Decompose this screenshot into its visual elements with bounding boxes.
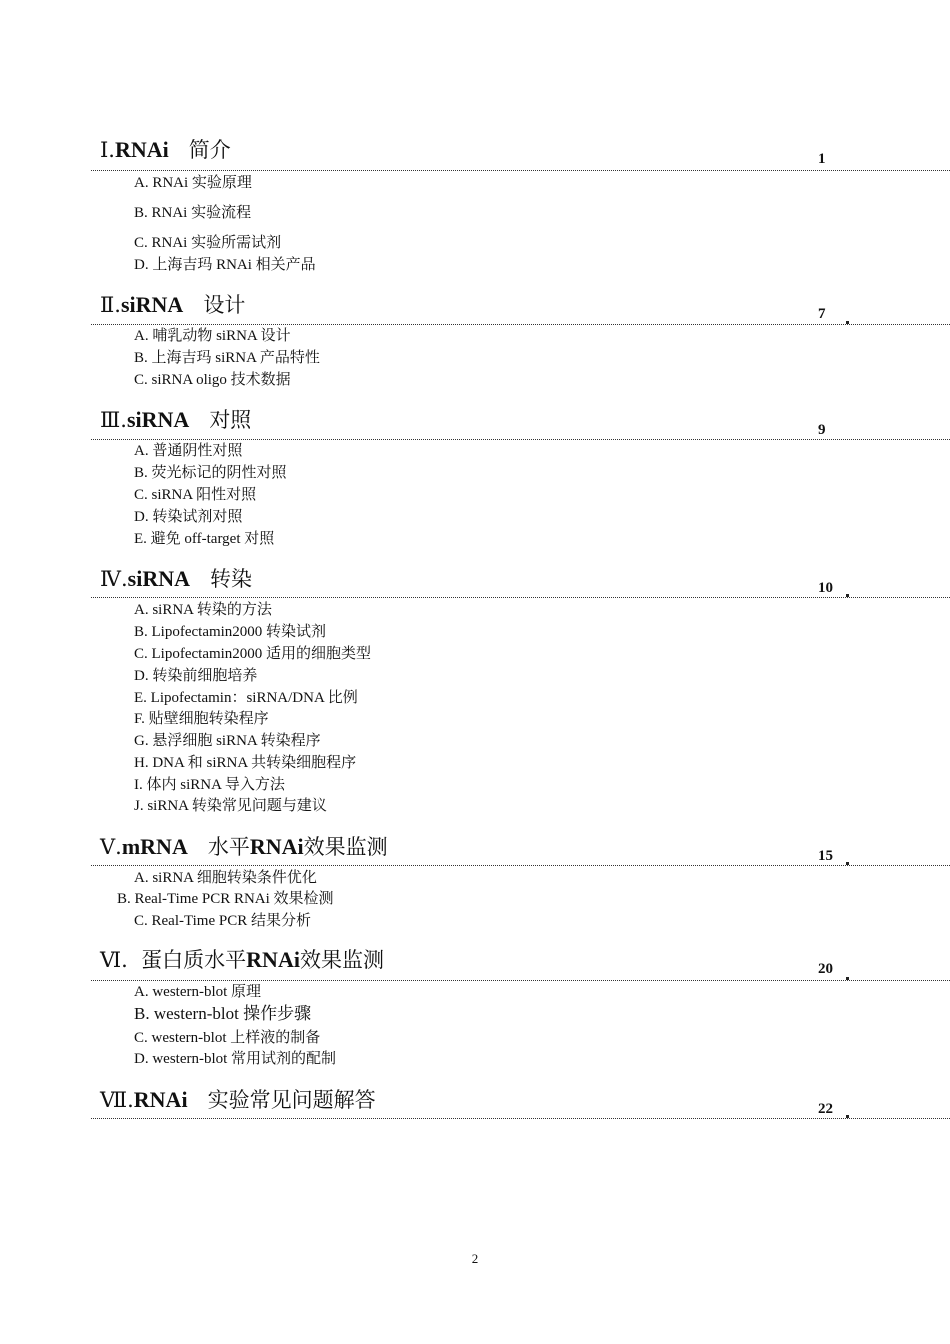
toc-item[interactable]: B. Real-Time PCR RNAi 效果检测	[117, 891, 334, 907]
toc-item[interactable]: A. siRNA 细胞转染条件优化	[134, 870, 317, 886]
dotted-leader-line	[91, 170, 950, 171]
toc-item[interactable]: I. 体内 siRNA 导入方法	[134, 777, 285, 793]
section-title-bold: siRNA	[126, 407, 190, 432]
toc-item[interactable]: A. western-blot 原理	[134, 984, 262, 1000]
section-numeral: Ⅶ.	[100, 1088, 134, 1112]
section-heading	[100, 947, 384, 973]
section-title: 实验常见问题解答	[207, 1088, 376, 1112]
dotted-leader-line	[91, 439, 950, 440]
toc-item[interactable]: C. RNAi 实验所需试剂	[134, 235, 282, 251]
toc-item[interactable]: H. DNA 和 siRNA 共转染细胞程序	[134, 755, 357, 771]
section-heading	[100, 292, 245, 318]
toc-item[interactable]: C. Lipofectamin2000 适用的细胞类型	[134, 646, 372, 662]
section-title-bold: mRNA	[121, 834, 188, 859]
section-numeral: Ⅲ.	[100, 408, 127, 432]
section-title-bold: siRNA	[120, 292, 184, 317]
toc-item[interactable]: A. siRNA 转染的方法	[134, 602, 272, 618]
section-page-number: 9	[818, 422, 826, 438]
dotted-leader-line	[91, 324, 950, 325]
section-page-number: 22	[818, 1101, 833, 1117]
footer-page-number: 2	[471, 1251, 479, 1266]
section-heading	[100, 834, 388, 860]
section-page-number: 1	[818, 151, 826, 167]
section-numeral: Ⅴ.	[100, 835, 122, 859]
section-title: 水平	[207, 835, 250, 859]
section-title-tail-bold: RNAi	[246, 947, 300, 972]
section-numeral: Ⅰ.	[100, 138, 115, 162]
toc-item[interactable]: C. western-blot 上样液的制备	[134, 1030, 321, 1046]
dotted-leader-line	[91, 597, 950, 598]
toc-item[interactable]: A. 普通阴性对照	[134, 443, 243, 459]
toc-item[interactable]: E. Lipofectamin：siRNA/DNA 比例	[134, 690, 358, 706]
toc-item[interactable]: B. RNAi 实验流程	[134, 205, 252, 221]
toc-item[interactable]: E. 避免 off-target 对照	[134, 531, 275, 547]
toc-item[interactable]: B. 上海吉玛 siRNA 产品特性	[134, 350, 320, 366]
toc-item[interactable]: B. western-blot 操作步骤	[134, 1004, 312, 1023]
section-numeral: Ⅱ.	[100, 293, 121, 317]
dotted-leader-line	[91, 1118, 950, 1119]
section-title-bold: RNAi	[133, 1087, 188, 1112]
dotted-leader-line	[91, 980, 950, 981]
section-heading	[100, 137, 231, 163]
section-title: 对照	[209, 408, 252, 432]
toc-item[interactable]: G. 悬浮细胞 siRNA 转染程序	[134, 733, 321, 749]
toc-item[interactable]: C. siRNA 阳性对照	[134, 487, 257, 503]
section-title: 蛋白质水平	[141, 948, 247, 972]
section-heading	[100, 566, 252, 592]
section-title-tail: 效果监测	[303, 835, 388, 859]
section-title: 简介	[188, 138, 231, 162]
section-title: 设计	[203, 293, 246, 317]
toc-item[interactable]: D. 上海吉玛 RNAi 相关产品	[134, 257, 316, 273]
toc-item[interactable]: A. RNAi 实验原理	[134, 175, 252, 191]
section-page-number: 7	[818, 306, 826, 322]
section-page-number: 20	[818, 961, 833, 977]
dotted-leader-line	[91, 865, 950, 866]
section-title-tail: 效果监测	[299, 948, 384, 972]
toc-item[interactable]: A. 哺乳动物 siRNA 设计	[134, 328, 291, 344]
toc-item[interactable]: C. Real-Time PCR 结果分析	[134, 913, 311, 929]
toc-item[interactable]: B. 荧光标记的阴性对照	[134, 465, 287, 481]
section-title-tail-bold: RNAi	[249, 834, 304, 859]
section-page-number: 15	[818, 848, 833, 864]
toc-item[interactable]: B. Lipofectamin2000 转染试剂	[134, 624, 327, 640]
section-numeral: Ⅳ.	[100, 567, 128, 591]
section-title: 转染	[210, 567, 253, 591]
section-heading	[100, 407, 251, 433]
toc-item[interactable]: D. 转染前细胞培养	[134, 668, 258, 684]
toc-item[interactable]: J. siRNA 转染常见问题与建议	[134, 798, 327, 814]
section-numeral: Ⅵ.	[100, 948, 128, 972]
toc-item[interactable]: C. siRNA oligo 技术数据	[134, 372, 291, 388]
toc-item[interactable]: D. western-blot 常用试剂的配制	[134, 1051, 337, 1067]
section-title-bold: RNAi	[114, 137, 169, 162]
section-title-bold: siRNA	[127, 566, 190, 591]
toc-item[interactable]: D. 转染试剂对照	[134, 509, 243, 525]
section-heading	[100, 1087, 376, 1113]
section-page-number: 10	[818, 580, 833, 596]
toc-item[interactable]: F. 贴壁细胞转染程序	[134, 711, 269, 727]
